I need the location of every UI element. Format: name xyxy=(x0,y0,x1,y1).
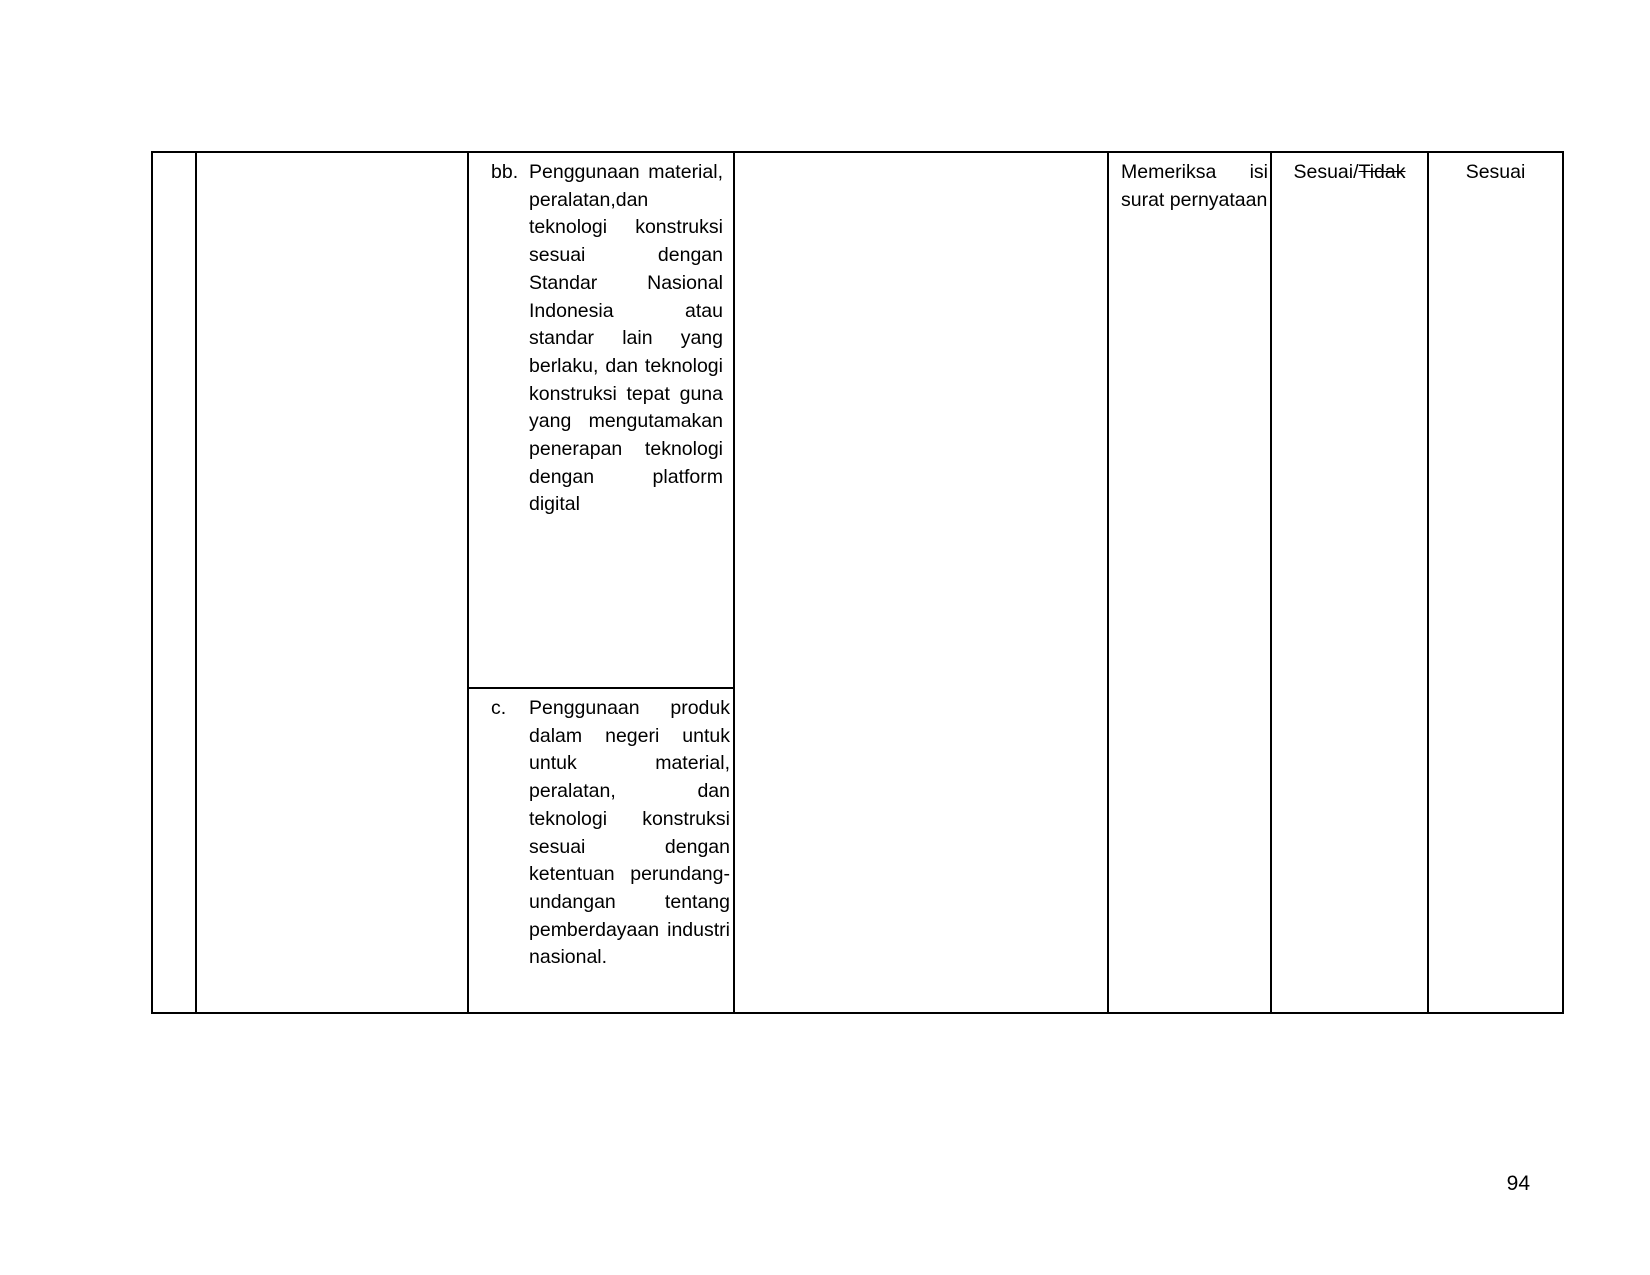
option-tidak-struck: Tidak xyxy=(1358,161,1406,183)
criteria-text: Penggunaan material, peralatan,dan teknologi konstruksi sesuai dengan Standar Nasional Indonesia atau standar lain yang berlaku, dan teknologi konstruksi tepat guna yang mengutamakan penerapan teknologi dengan platform digital xyxy=(529,161,723,516)
evidence-cell xyxy=(734,152,1108,1013)
option-text xyxy=(1272,153,1427,187)
list-item xyxy=(491,159,723,519)
number-cell xyxy=(152,152,196,1013)
result-cell xyxy=(1428,152,1563,1013)
method-cell xyxy=(1108,152,1271,1013)
list-item xyxy=(491,695,730,972)
aspect-cell xyxy=(196,152,468,1013)
method-text: Memeriksa isi surat pernyataan xyxy=(1121,161,1268,211)
result-text: Sesuai xyxy=(1465,161,1526,183)
list-marker: c. xyxy=(491,697,507,719)
option-cell xyxy=(1271,152,1428,1013)
criteria-cell-bb xyxy=(468,152,734,688)
criteria-text: Penggunaan produk dalam negeri untuk untuk material, peralatan, dan teknologi konstruksi sesuai dengan ketentuan perundang-undangan tentang pemberdayaan industri nasional. xyxy=(529,697,730,969)
option-sesuai: Sesuai/ xyxy=(1293,161,1359,183)
criteria-cell-c xyxy=(468,688,734,1013)
list-marker: bb. xyxy=(491,161,519,183)
page-number: 94 xyxy=(1506,1172,1530,1195)
checklist-table xyxy=(151,151,1564,1014)
